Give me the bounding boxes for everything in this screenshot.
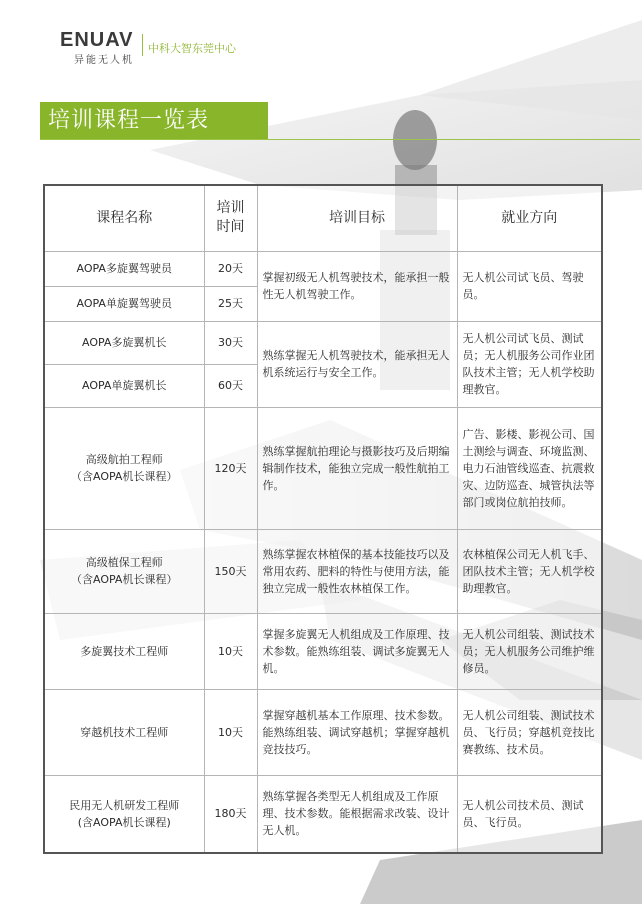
course-name [44,775,204,853]
title-underline [40,139,640,140]
course-career: 无人机公司组装、测试技术员、飞行员；穿越机竞技比赛教练、技术员。 [457,689,602,775]
course-name: 多旋翼技术工程师 [44,613,204,689]
logo-divider [142,34,143,56]
logo-subtitle: 异能无人机 [74,55,134,66]
course-duration: 60天 [204,364,257,407]
logo-mark: ENUAV [60,29,134,51]
course-career: 广告、影楼、影视公司、国土测绘与调查、环境监测、电力石油管线巡查、抗震救灾、边防巡查、城管执法等部门或岗位航拍技师。 [457,407,602,529]
header-duration [204,185,257,251]
table-header-row [44,185,602,251]
brand-logo [60,30,134,66]
course-duration: 10天 [204,689,257,775]
header-career: 就业方向 [457,185,602,251]
course-career: 无人机公司试飞员、驾驶员。 [457,251,602,321]
course-career: 农林植保公司无人机飞手、团队技术主管；无人机学校助理教官。 [457,529,602,613]
course-duration: 30天 [204,321,257,364]
course-name [44,407,204,529]
course-career: 无人机公司组装、测试技术员；无人机服务公司维护维修员。 [457,613,602,689]
course-goal: 熟练掌握航拍理论与摄影技巧及后期编辑制作技术，能独立完成一般性航拍工作。 [257,407,457,529]
course-name: AOPA单旋翼机长 [44,364,204,407]
course-name [44,529,204,613]
organization-name: 中科大智东莞中心 [148,42,236,55]
table-row [44,321,602,364]
table-row [44,407,602,529]
course-duration: 20天 [204,251,257,286]
course-duration: 10天 [204,613,257,689]
header-goal: 培训目标 [257,185,457,251]
course-name-line1: 高级航拍工程师 [85,453,163,466]
course-goal: 熟练掌握无人机驾驶技术，能承担无人机系统运行与安全工作。 [257,321,457,407]
course-name-line2: （含AOPA机长课程） [71,470,178,483]
table-row [44,251,602,286]
course-career: 无人机公司试飞员、测试员；无人机服务公司作业团队技术主管；无人机学校助理教官。 [457,321,602,407]
header-duration-line1: 培训 [216,200,245,217]
course-goal: 掌握多旋翼无人机组成及工作原理、技术参数。能熟练组装、调试多旋翼无人机。 [257,613,457,689]
table-row [44,689,602,775]
course-name-line1: 民用无人机研发工程师 [69,798,180,812]
course-duration: 120天 [204,407,257,529]
table-row [44,529,602,613]
course-name: AOPA多旋翼机长 [44,321,204,364]
table-row [44,775,602,853]
page-title: 培训课程一览表 [48,108,210,133]
course-duration: 25天 [204,286,257,321]
course-goal: 熟练掌握农林植保的基本技能技巧以及常用农药、肥料的特性与使用方法，能独立完成一般性农林植保工作。 [257,529,457,613]
course-duration: 180天 [204,775,257,853]
course-name: 穿越机技术工程师 [44,689,204,775]
course-name: AOPA单旋翼驾驶员 [44,286,204,321]
course-name-line1: 高级植保工程师 [85,556,163,569]
course-goal: 熟练掌握各类型无人机组成及工作原理、技术参数。能根据需求改装、设计无人机。 [257,775,457,853]
table-row [44,613,602,689]
course-name-line2: （含AOPA机长课程） [71,573,178,586]
course-career: 无人机公司技术员、测试员、飞行员。 [457,775,602,853]
course-name: AOPA多旋翼驾驶员 [44,251,204,286]
course-goal: 掌握穿越机基本工作原理、技术参数。能熟练组装、调试穿越机；掌握穿越机竞技技巧。 [257,689,457,775]
header-duration-line2: 时间 [216,219,245,236]
course-goal: 掌握初级无人机驾驶技术，能承担一般性无人机驾驶工作。 [257,251,457,321]
course-name-line2: (含AOPA机长课程) [77,815,171,829]
page-title-bar [40,102,268,139]
course-duration: 150天 [204,529,257,613]
header-course-name: 课程名称 [44,185,204,251]
course-table [43,184,603,854]
